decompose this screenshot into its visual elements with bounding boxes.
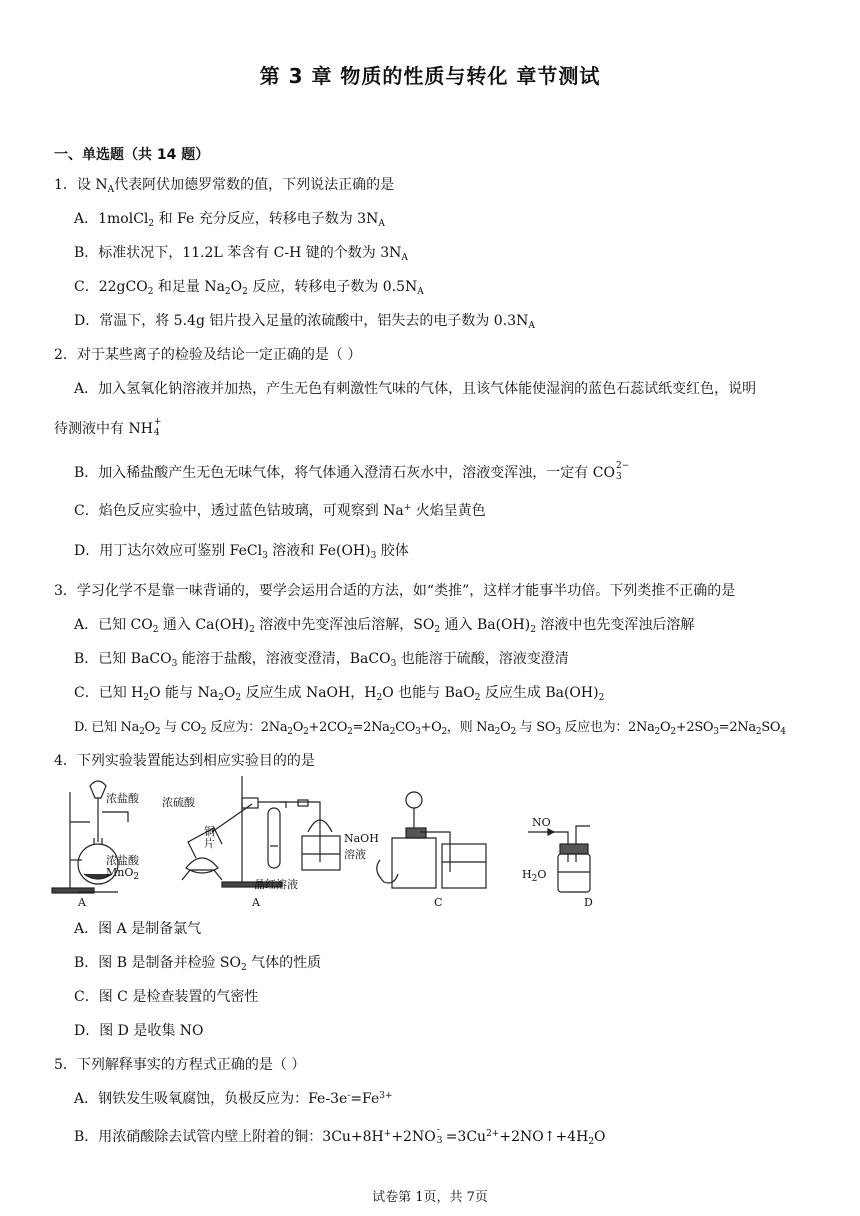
q5-option-a: A．钢铁发生吸氧腐蚀，负极反应为：$Fe-3e^-=Fe^{3+}$ [74,1091,393,1107]
q1-option-c: C．22gCO$_2$ 和足量 $Na_2O_2$ 反应，转移电子数为 $0.5N_A$ [74,279,424,297]
q4-option-a: A．图 A 是制备氯气 [74,921,202,937]
q4-option-c: C．图 C 是检查装置的气密性 [74,989,259,1005]
q3-option-c: C．已知 $H_2O$ 能与 $Na_2O_2$ 反应生成 NaOH，$H_2O$ 也能与 BaO$_2$ 反应生成 $Ba(OH)_2$ [74,685,605,703]
q3-option-b: B．已知 BaCO$_3$ 能溶于盐酸，溶液变澄清，BaCO$_3$ 也能溶于硫酸，溶液变澄清 [74,651,569,669]
label-copper: 铜片 [204,825,215,850]
caption-1: A [78,896,86,909]
q4-option-d: D．图 D 是收集 NO [74,1023,204,1039]
label-pinhong-solution: 晶红溶液 [254,878,298,891]
label-h2o: $H_2O$ [522,868,547,884]
q1-option-d: D．常温下，将 5.4g 铝片投入足量的浓硫酸中，铝失去的电子数为 $0.3N_A$ [74,313,535,331]
label-naoh: NaOH [344,832,379,845]
q1-stem: 1．设 $N_A$代表阿伏加德罗常数的值，下列说法正确的是 [54,177,395,195]
q2-option-a-line1: A．加入氢氧化钠溶液并加热，产生无色有刺激性气味的气体，且该气体能使湿润的蓝色石蕊试纸变红色，说明 [74,381,757,397]
q2-option-c: C．焰色反应实验中，透过蓝色钴玻璃，可观察到 Na+ 火焰呈黄色 [74,503,486,519]
label-conc-h2so4: 浓硫酸 [162,796,195,809]
q1-option-b: B．标准状况下，11.2L 苯含有 C-H 键的个数为 $3N_A$ [74,245,408,263]
label-mno2: MnO$_2$ [106,866,140,882]
q5-stem: 5．下列解释事实的方程式正确的是（ ） [54,1057,306,1073]
q1-option-a: A．1molCl$_2$ 和 Fe 充分反应，转移电子数为 $3N_A$ [74,211,385,229]
caption-4: D [584,896,593,909]
q4-option-b: B．图 B 是制备并检验 $SO_2$ 气体的性质 [74,955,322,973]
q5-option-b: B．用浓硝酸除去试管内壁上附着的铜：3Cu+8H++2NO - 3 $=3Cu^{2+}+2NO↑+4H_2O$ [74,1125,606,1147]
label-conc-hcl-bottom: 浓盐酸 [106,854,139,867]
page-footer: 试卷第 1页，共 7页 [372,1190,488,1205]
q2-option-b: B．加入稀盐酸产生无色无味气体，将气体通入澄清石灰水中，溶液变浑浊，一定有 CO 2− 3 [74,461,630,482]
q2-stem: 2．对于某些离子的检验及结论一定正确的是（ ） [54,347,362,363]
q3-option-a: A．已知 $CO_2$ 通入 $Ca(OH)_2$ 溶液中先变浑浊后溶解，$SO_2$ 通入 $Ba(OH)_2$ 溶液中也先变浑浊后溶解 [74,617,695,635]
label-no: NO [532,816,551,829]
q4-stem: 4．下列实验装置能达到相应实验目的的是 [54,753,315,769]
q2-option-a-line2: 待测液中有 NH + 4 [54,417,162,438]
caption-3: C [434,896,443,909]
label-conc-hcl-top: 浓盐酸 [106,792,139,805]
q2-option-d: D．用丁达尔效应可鉴别 FeCl$_3$ 溶液和 $Fe(OH)_3$ 胶体 [74,543,409,561]
q3-option-d: D. 已知 $Na_2O_2$ 与 $CO_2$ 反应为：$2Na_2O_2+2CO_2=2Na_2CO_3+O_2$，则 $Na_2O_2$ 与 $SO_3$ 反应也为：$2Na_2O_2+2SO_3=2Na_2SO_4$ [74,720,786,737]
q3-stem: 3．学习化学不是靠一味背诵的，要学会运用合适的方法，如“类推”，这样才能事半功倍。下列类推不正确的是 [54,583,736,599]
label-solution: 溶液 [344,848,366,861]
section-heading: 一、单选题（共 14 题） [54,147,210,163]
caption-2: A [252,896,260,909]
apparatus-figure [46,772,606,910]
page-title: 第 3 章 物质的性质与转化 章节测试 [259,64,601,88]
